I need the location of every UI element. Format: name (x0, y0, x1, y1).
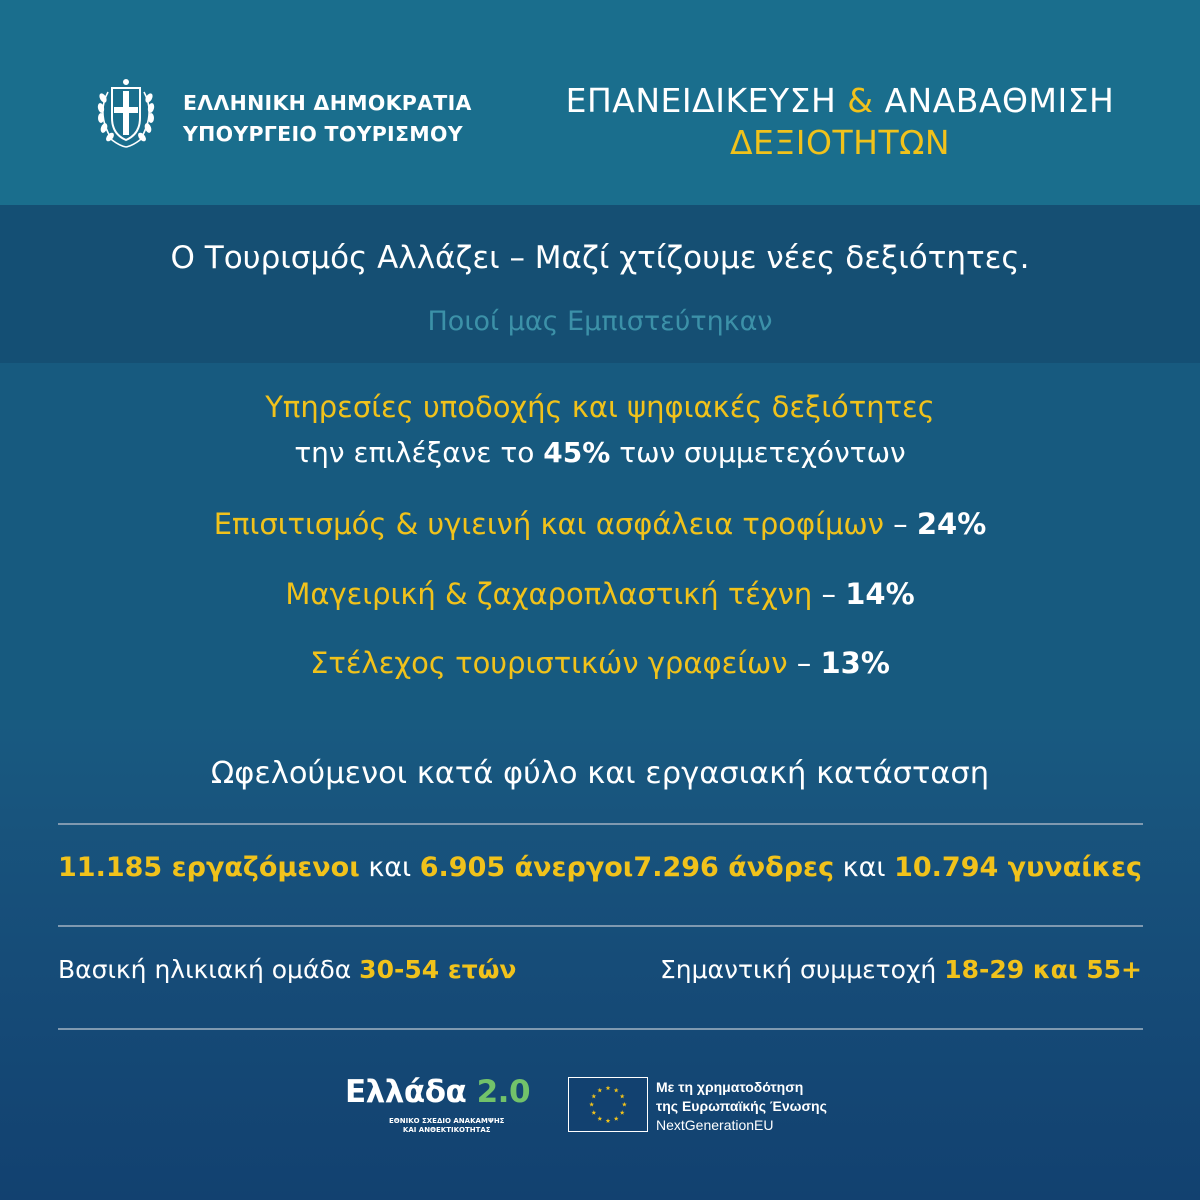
headline-band (0, 205, 1200, 363)
age-group (58, 955, 516, 984)
top-share-prefix: την επιλέξανε το (294, 436, 544, 469)
men-count: 7.296 άνδρες (633, 852, 835, 883)
divider (58, 1028, 1143, 1030)
eu-funding-note (656, 1078, 827, 1135)
stat-dash: – (812, 577, 846, 611)
divider (58, 925, 1143, 927)
participation (660, 955, 1142, 984)
stat-item (0, 646, 1200, 680)
eu-line-2: της Ευρωπαϊκής Ένωσης (656, 1098, 827, 1114)
stat-percent: 24% (916, 507, 987, 541)
eu-flag-icon (568, 1077, 648, 1132)
stat-item (0, 577, 1200, 611)
participation-value: 18-29 και 55+ (944, 955, 1142, 984)
stat-percent: 13% (820, 646, 890, 680)
subheadline: Ποιοί μας Εμπιστεύτηκαν (427, 306, 773, 337)
participation-label: Σημαντική συμμετοχή (659, 955, 945, 984)
greece-2-0-wordmark (345, 1074, 530, 1110)
ellada-version: 2.0 (476, 1074, 531, 1110)
organization-name (183, 88, 472, 150)
gender-breakdown (633, 852, 1142, 883)
program-word-2: ΑΝΑΒΑΘΜΙΣΗ (873, 81, 1115, 120)
stat-percent: 14% (845, 577, 915, 611)
program-line-1 (555, 80, 1125, 122)
greek-coat-of-arms-icon (92, 74, 160, 150)
stat-label: Επισιτισμός & υγιεινή και ασφάλεια τροφίμων (213, 507, 884, 541)
recovery-plan-caption (389, 1117, 504, 1135)
org-line-1: ΕΛΛΗΝΙΚΗ ΔΗΜΟΚΡΑΤΙΑ (183, 91, 472, 115)
headline-band-inner (30, 205, 1170, 363)
program-line-2: ΔΕΞΙΟΤΗΤΩΝ (729, 123, 950, 162)
top-category-share (0, 436, 1200, 469)
headline: Ο Τουρισμός Αλλάζει – Μαζί χτίζουμε νέες δεξιότητες. (170, 240, 1030, 276)
age-label: Βασική ηλικιακή ομάδα (58, 955, 360, 984)
recovery-plan-line-1: ΕΘΝΙΚΟ ΣΧΕΔΙΟ ΑΝΑΚΑΜΨΗΣ (389, 1117, 505, 1125)
stat-item (0, 507, 1200, 541)
divider (58, 823, 1143, 825)
stat-dash: – (787, 646, 821, 680)
conjunction: και (359, 852, 420, 883)
employment-status (58, 852, 633, 883)
eu-line-3: NextGenerationEU (656, 1117, 774, 1133)
conjunction: και (834, 852, 895, 883)
stat-dash: – (883, 507, 917, 541)
unemployed-count: 6.905 άνεργοι (419, 852, 634, 883)
top-share-suffix: των συμμετεχόντων (610, 436, 906, 469)
top-category: Υπηρεσίες υποδοχής και ψηφιακές δεξιότητες (265, 390, 935, 424)
greece-2-0-logo (345, 1074, 545, 1150)
stat-label: Στέλεχος τουριστικών γραφείων (310, 646, 788, 680)
eu-line-1: Με τη χρηματοδότηση (656, 1079, 804, 1095)
beneficiaries-title: Ωφελούμενοι κατά φύλο και εργασιακή κατάσταση (210, 756, 990, 791)
top-share-percent: 45% (543, 436, 611, 469)
program-word-1: ΕΠΑΝΕΙΔΙΚΕΥΣΗ (565, 81, 848, 120)
stat-label: Μαγειρική & ζαχαροπλαστική τέχνη (285, 577, 813, 611)
recovery-plan-line-2: ΚΑΙ ΑΝΘΕΚΤΙΚΟΤΗΤΑΣ (402, 1126, 491, 1134)
age-value: 30-54 ετών (359, 955, 517, 984)
ellada-word: Ελλάδα (345, 1074, 477, 1110)
women-count: 10.794 γυναίκες (894, 852, 1142, 883)
org-line-2: ΥΠΟΥΡΓΕΙΟ ΤΟΥΡΙΣΜΟΥ (183, 122, 463, 146)
program-ampersand: & (847, 81, 874, 120)
program-title (555, 80, 1125, 164)
employed-count: 11.185 εργαζόμενοι (58, 852, 360, 883)
